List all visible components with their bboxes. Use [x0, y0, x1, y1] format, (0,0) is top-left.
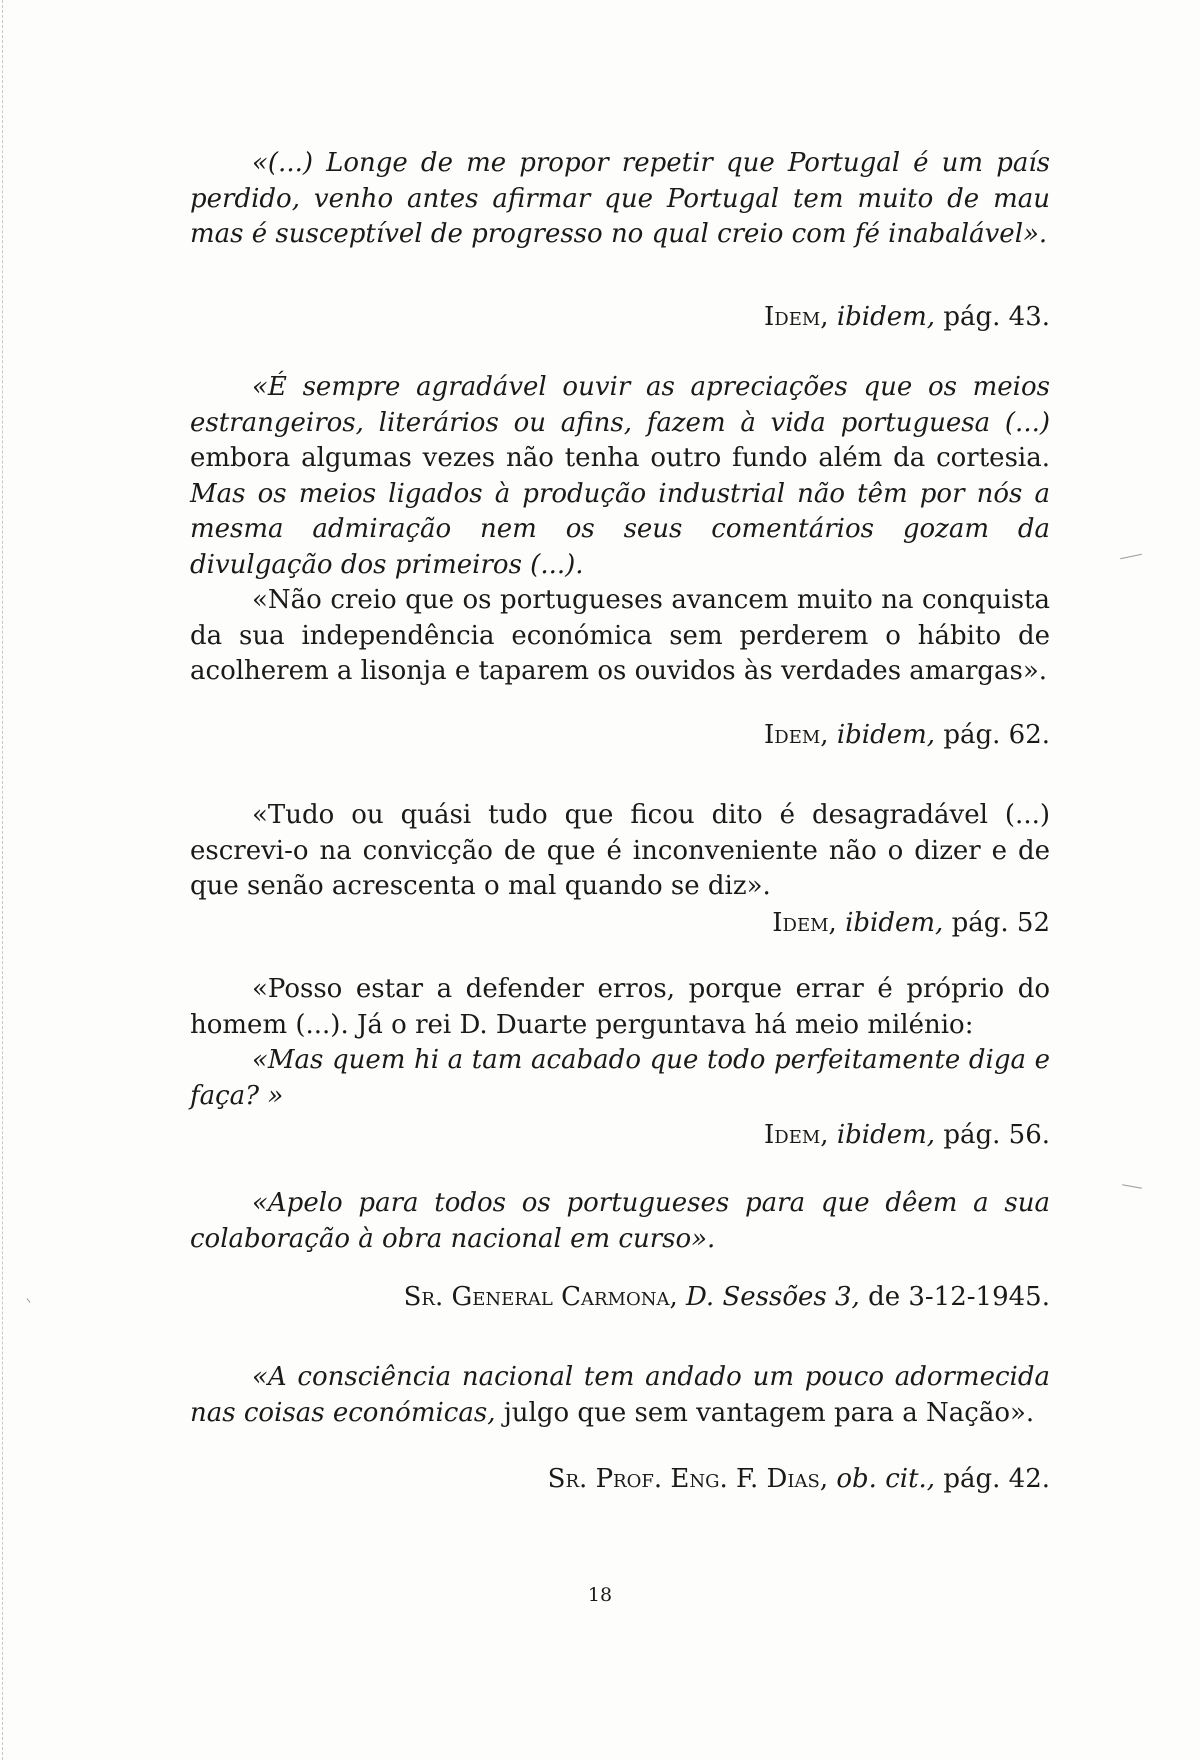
margin-mark — [1122, 1184, 1142, 1188]
page-number: 18 — [587, 1584, 613, 1606]
margin-mark — [27, 1298, 31, 1302]
quote-text — [190, 972, 1050, 1043]
quote-text — [190, 1186, 1050, 1257]
attribution-page: pág. 43. — [943, 302, 1050, 332]
attribution-work: ibidem, — [836, 720, 936, 750]
attribution-2 — [764, 718, 1050, 752]
attribution-author: Idem, — [764, 720, 829, 750]
quote-block-4 — [190, 972, 1050, 1114]
attribution-author: Sr. Prof. Eng. F. Dias, — [547, 1464, 829, 1494]
attribution-page: pág. 52 — [951, 908, 1050, 938]
quote-italic-text: «É sempre agradável ouvir as apreciações que os meios estrangeiros, literários ou afins, fazem à vida portuguesa (...) — [190, 372, 1050, 438]
quote-italic-text: «A consciência nacional tem andado um pouco adormecida nas coisas económicas, — [190, 1362, 1050, 1428]
quote-text — [190, 370, 1050, 583]
quote-roman-text-2: «Não creio que os portugueses avancem muito na conquista da sua independência económica sem perderem o hábito de acolherem a lisonja e taparem os ouvidos às verdades amargas». — [190, 585, 1050, 686]
attribution-author: Sr. General Carmona, — [403, 1282, 678, 1312]
attribution-author: Idem, — [764, 1120, 829, 1150]
quote-italic-text: «Apelo para todos os portugueses para que dêem a sua colaboração à obra nacional em curso». — [190, 1188, 1050, 1254]
attribution-work: D. Sessões 3, — [686, 1282, 860, 1312]
margin-mark — [1120, 554, 1142, 560]
attribution-page: pág. 42. — [943, 1464, 1050, 1494]
quote-roman-text: «Posso estar a defender erros, porque errar é próprio do homem (...). Já o rei D. Duarte perguntava há meio milénio: — [190, 974, 1050, 1040]
quote-text — [190, 1360, 1050, 1431]
attribution-author: Idem, — [764, 302, 829, 332]
quote-text — [190, 798, 1050, 905]
quote-roman-text: embora algumas vezes não tenha outro fundo além da cortesia. — [190, 443, 1050, 473]
attribution-work: ibidem, — [845, 908, 944, 938]
quote-italic-text: «Mas quem hi a tam acabado que todo perfeitamente diga e faça? » — [190, 1045, 1050, 1111]
quote-roman-text: julgo que sem vantagem para a Nação». — [495, 1397, 1035, 1428]
quote-block-2 — [190, 370, 1050, 690]
quote-roman-text: «Tudo ou quási tudo que ficou dito é desagradável (...) escrevi-o na convicção de que é inconveniente não o dizer e de que senão acrescenta o mal quando se diz». — [190, 800, 1050, 901]
quote-inner-quote — [190, 1043, 1050, 1114]
quote-italic-text-2: Mas os meios ligados à produção industrial não têm por nós a mesma admiração nem os seus comentários gozam da divulgação dos primeiros (...). — [190, 478, 1050, 580]
attribution-page: pág. 56. — [943, 1120, 1050, 1150]
quote-block-6 — [190, 1360, 1050, 1431]
attribution-page: pág. 62. — [943, 720, 1050, 750]
quote-block-3 — [190, 798, 1050, 905]
attribution-5 — [404, 1280, 1050, 1314]
quote-block-5 — [190, 1186, 1050, 1257]
attribution-work: ibidem, — [836, 1120, 936, 1150]
quote-text — [190, 146, 1050, 253]
quote-italic-text: «(...) Longe de me propor repetir que Portugal é um país perdido, venho antes afirmar que Portugal tem muito de mau mas é susceptível de progresso no qual creio com fé inabalável». — [190, 148, 1050, 249]
attribution-work: ob. cit., — [836, 1464, 936, 1494]
attribution-6 — [548, 1462, 1050, 1496]
attribution-1 — [764, 300, 1050, 334]
attribution-page: de 3-12-1945. — [868, 1282, 1050, 1312]
attribution-work: ibidem, — [836, 302, 936, 332]
page-edge-line — [2, 0, 4, 1760]
attribution-author: Idem, — [772, 908, 837, 938]
quote-text-continued — [190, 583, 1050, 690]
attribution-4 — [764, 1118, 1050, 1152]
attribution-3 — [772, 906, 1050, 940]
quote-block-1 — [190, 146, 1050, 253]
